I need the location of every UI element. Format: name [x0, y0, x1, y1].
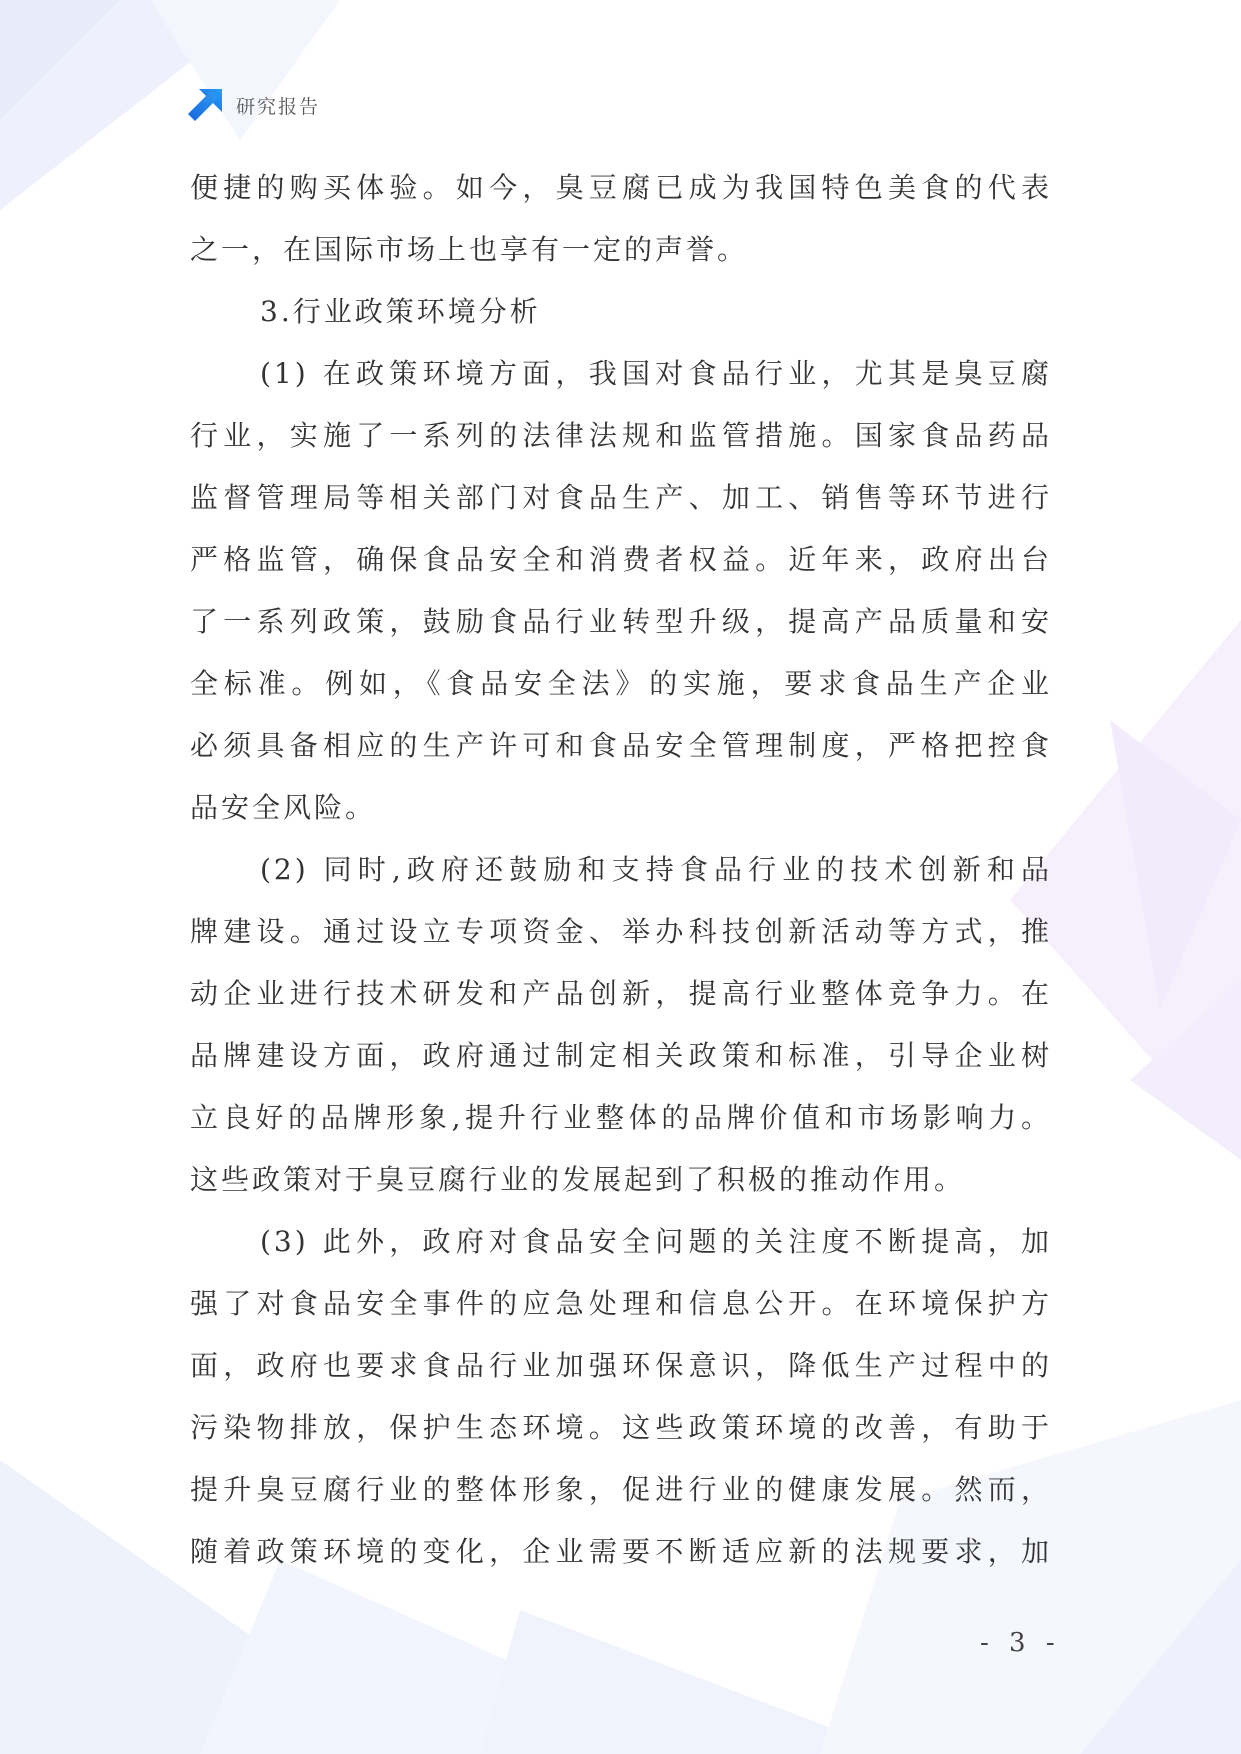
document-body — [190, 157, 1052, 1583]
paragraph — [190, 839, 1052, 1211]
body-line: (2) 同时,政府还鼓励和支持食品行业的技术创新和品 — [260, 853, 1052, 886]
body-line: 立良好的品牌形象,提升行业整体的品牌价值和市场影响力。 — [190, 1101, 1052, 1134]
body-line: (3) 此外，政府对食品安全问题的关注度不断提高，加 — [260, 1225, 1052, 1258]
paragraph — [190, 157, 1052, 281]
body-line: 面，政府也要求食品行业加强环保意识，降低生产过程中的 — [190, 1349, 1052, 1382]
body-line: 动企业进行技术研发和产品创新，提高行业整体竞争力。在 — [190, 977, 1052, 1010]
paragraph — [190, 343, 1052, 839]
body-line: 全标准。例如，《食品安全法》的实施，要求食品生产企业 — [190, 667, 1052, 700]
body-line: 了一系列政策，鼓励食品行业转型升级，提高产品质量和安 — [190, 605, 1052, 638]
body-line: 必须具备相应的生产许可和食品安全管理制度，严格把控食 — [190, 729, 1052, 762]
body-line: 品牌建设方面，政府通过制定相关政策和标准，引导企业树 — [190, 1039, 1052, 1072]
report-header — [188, 88, 320, 122]
body-line: 强了对食品安全事件的应急处理和信息公开。在环境保护方 — [190, 1287, 1052, 1320]
body-line: 之一，在国际市场上也享有一定的声誉。 — [190, 233, 749, 266]
section-heading: 3.行业政策环境分析 — [260, 295, 541, 328]
body-line: 监督管理局等相关部门对食品生产、加工、销售等环节进行 — [190, 481, 1052, 514]
body-line: 提升臭豆腐行业的整体形象，促进行业的健康发展。然而， — [190, 1473, 1052, 1506]
body-line: 随着政策环境的变化，企业需要不断适应新的法规要求，加 — [190, 1535, 1052, 1568]
body-line: 行业，实施了一系列的法律法规和监管措施。国家食品药品 — [190, 419, 1052, 452]
section-heading-block — [190, 281, 1052, 343]
body-line: 污染物排放，保护生态环境。这些政策环境的改善，有助于 — [190, 1411, 1052, 1444]
body-line: (1) 在政策环境方面，我国对食品行业，尤其是臭豆腐 — [260, 357, 1052, 390]
body-line: 这些政策对于臭豆腐行业的发展起到了积极的推动作用。 — [190, 1163, 966, 1196]
page-number: - 3 - — [980, 1628, 1061, 1658]
body-line: 严格监管，确保食品安全和消费者权益。近年来，政府出台 — [190, 543, 1052, 576]
header-title: 研究报告 — [236, 96, 321, 118]
paragraph — [190, 1211, 1052, 1583]
body-line: 牌建设。通过设立专项资金、举办科技创新活动等方式，推 — [190, 915, 1052, 948]
body-line: 便捷的购买体验。如今，臭豆腐已成为我国特色美食的代表 — [190, 171, 1052, 204]
body-line: 品安全风险。 — [190, 791, 377, 824]
arrow-up-right-logo-icon — [188, 89, 222, 121]
